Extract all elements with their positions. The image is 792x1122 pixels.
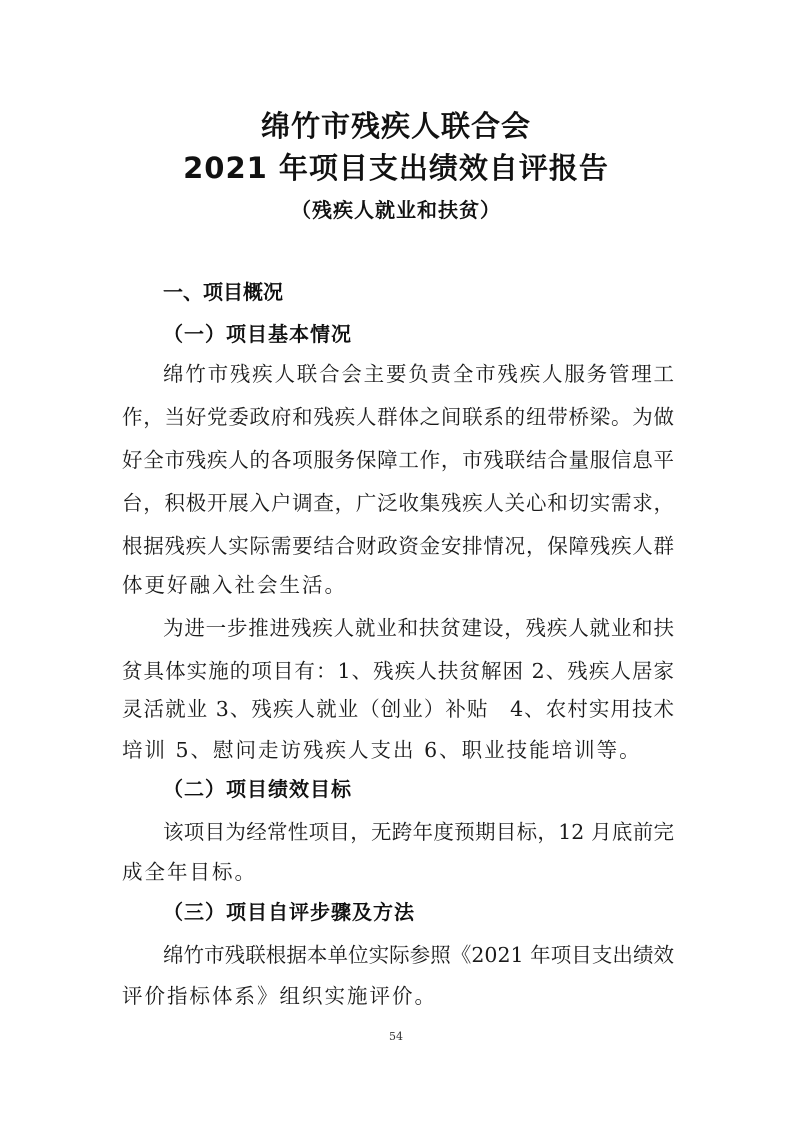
section-heading-overview: 一、项目概况 xyxy=(163,280,283,304)
paragraph-line: 灵活就业 3、残疾人就业（创业）补贴 4、农村实用技术 xyxy=(122,697,674,721)
paragraph-line: 绵竹市残疾人联合会主要负责全市残疾人服务管理工 xyxy=(163,362,674,386)
paragraph-line: 台，积极开展入户调查，广泛收集残疾人关心和切实需求， xyxy=(122,491,674,515)
subsection-heading-evaluation-method: （三）项目自评步骤及方法 xyxy=(163,900,415,924)
paragraph-line: 成全年目标。 xyxy=(122,860,257,884)
subsection-heading-performance-goal: （二）项目绩效目标 xyxy=(163,777,352,801)
paragraph-line: 绵竹市残联根据本单位实际参照《2021 年项目支出绩效 xyxy=(163,943,674,967)
page-number: 54 xyxy=(389,1030,403,1043)
paragraph-line: 评价指标体系》组织实施评价。 xyxy=(122,984,437,1008)
paragraph-line: 贫具体实施的项目有：1、残疾人扶贫解困 2、残疾人居家 xyxy=(122,659,674,683)
paragraph-line: 为进一步推进残疾人就业和扶贫建设，残疾人就业和扶 xyxy=(163,616,674,640)
paragraph-line: 体更好融入社会生活。 xyxy=(122,573,347,597)
document-subtitle: （残疾人就业和扶贫） xyxy=(291,198,501,222)
paragraph-line: 该项目为经常性项目，无跨年度预期目标，12 月底前完 xyxy=(163,820,674,844)
document-title-line2: 2021 年项目支出绩效自评报告 xyxy=(183,151,609,185)
paragraph-line: 好全市残疾人的各项服务保障工作，市残联结合量服信息平 xyxy=(122,448,674,472)
paragraph-line: 根据残疾人实际需要结合财政资金安排情况，保障残疾人群 xyxy=(122,534,674,558)
subsection-heading-basic-info: （一）项目基本情况 xyxy=(163,322,352,346)
paragraph-line: 培训 5、慰问走访残疾人支出 6、职业技能培训等。 xyxy=(122,738,642,762)
paragraph-line: 作，当好党委政府和残疾人群体之间联系的纽带桥梁。为做 xyxy=(122,405,674,429)
document-title-line1: 绵竹市残疾人联合会 xyxy=(260,109,531,143)
